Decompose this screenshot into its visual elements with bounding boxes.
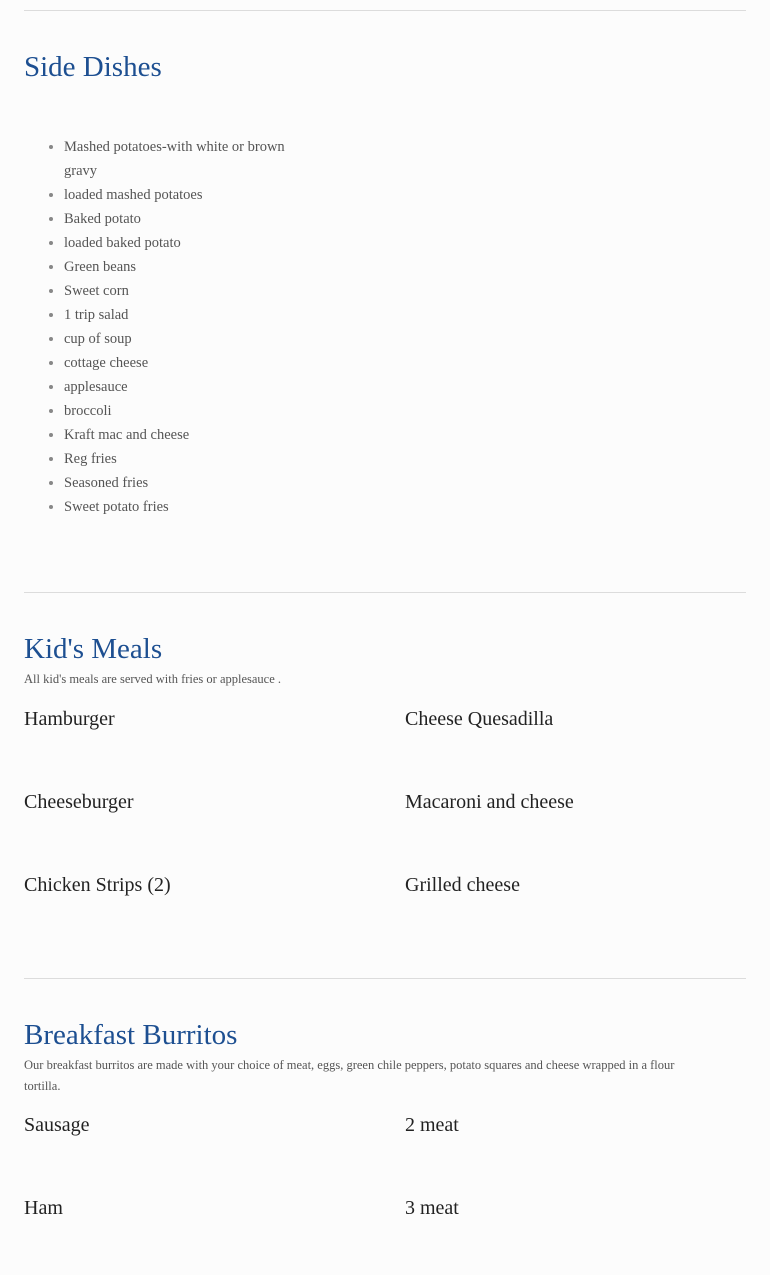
side-dishes-list [24,135,304,519]
section-divider [24,978,746,979]
side-dishes-section [24,50,746,519]
list-item: • cottage cheese [64,351,304,375]
section-title: Breakfast Burritos [24,1019,238,1051]
list-item: • broccoli [64,399,304,423]
menu-item: 3 meat [405,1197,459,1219]
section-description: Our breakfast burritos are made with your choice of meat, eggs, green chile peppers, potato squares and cheese wrapped in a flour tortilla. [24,1058,675,1093]
section-title: Side Dishes [24,51,162,83]
kids-meals-section [24,632,746,897]
list-item: • Green beans [64,255,304,279]
menu-item: Macaroni and cheese [405,791,574,813]
list-item: • Seasoned fries [64,471,304,495]
list-item: • applesauce [64,375,304,399]
kids-meals-grid [24,707,746,897]
menu-item: Cheese Quesadilla [405,708,554,730]
list-item: • Baked potato [64,207,304,231]
menu-item: Cheeseburger [24,791,134,813]
breakfast-burritos-section [24,1018,746,1220]
list-item: • loaded baked potato [64,231,304,255]
section-divider [24,592,746,593]
section-title: Kid's Meals [24,633,163,665]
menu-item: Sausage [24,1114,90,1136]
menu-item: Grilled cheese [405,874,520,896]
list-item: • Sweet corn [64,279,304,303]
menu-item: Ham [24,1197,63,1219]
list-item: • cup of soup [64,327,304,351]
list-item: • 1 trip salad [64,303,304,327]
breakfast-burritos-grid [24,1113,746,1220]
menu-item: 2 meat [405,1114,459,1136]
list-item: • Mashed potatoes-with white or brown gravy [64,135,304,183]
list-item: • Reg fries [64,447,304,471]
section-description: All kid's meals are served with fries or applesauce . [24,672,282,686]
menu-item: Hamburger [24,708,115,730]
list-item: • Kraft mac and cheese [64,423,304,447]
menu-item: Chicken Strips (2) [24,874,171,896]
section-divider [24,10,746,11]
list-item: • loaded mashed potatoes [64,183,304,207]
list-item: • Sweet potato fries [64,495,304,519]
